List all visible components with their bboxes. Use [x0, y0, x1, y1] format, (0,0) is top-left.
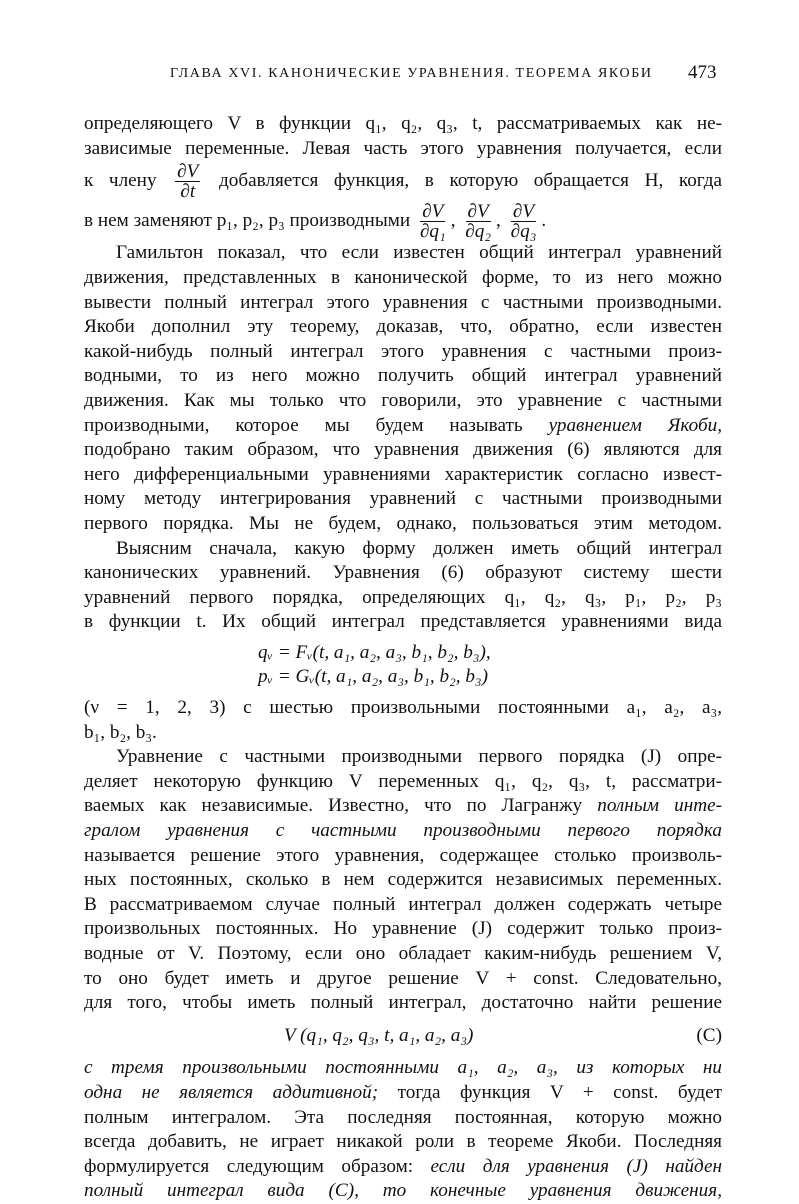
equation-body: V (q₁, q₂, q₃, t, a₁, a₂, a₃) — [284, 1024, 474, 1046]
text-line-italic: гралом уравнения с частными производными первого порядка — [84, 820, 722, 842]
text-line — [84, 1155, 722, 1180]
text-line: водными, то из него можно получить общий интеграл уравнений — [84, 365, 722, 387]
text-line: него дифференциальными уравнениями характеристик согласно извест- — [84, 463, 722, 485]
fraction-dV-dq1 — [418, 202, 448, 241]
text-line: первого порядка. Мы не будем, однако, пользоваться этим методом. — [84, 512, 722, 534]
text-line: всегда добавить, не играет никакой роли в теореме Якоби. Последняя — [84, 1131, 722, 1153]
text-fragment: ваемых как независимые. Известно, что по Лагранжу — [84, 795, 583, 817]
text-fragment: формулируется следующим образом: — [84, 1155, 414, 1177]
comma: , — [496, 210, 501, 232]
comma: , — [450, 210, 456, 232]
equation-q: qᵥ = Fᵥ(t, a₁, a₂, a₃, b₁, b₂, b₃), — [258, 641, 491, 663]
fraction-numerator: ∂V — [512, 201, 535, 223]
page-number: 473 — [688, 62, 717, 83]
fraction-dV-dq2 — [463, 202, 493, 241]
text-line: в функции t. Их общий интеграл представляется уравнениями вида — [84, 611, 722, 633]
fraction-denominator: ∂q₃ — [510, 221, 537, 243]
text-line: называется решение этого уравнения, содержащее столько произволь- — [84, 844, 722, 866]
text-line: подобрано таким образом, что уравнения движения (6) являются для — [84, 439, 722, 461]
text-line: Якоби дополнил эту теорему, доказав, что, обратно, если известен — [84, 316, 722, 338]
fraction-dV-dt — [175, 162, 200, 201]
text-line: Уравнение с частными производными первого порядка (J) опре- — [116, 746, 723, 768]
running-header: ГЛАВА XVI. КАНОНИЧЕСКИЕ УРАВНЕНИЯ. ТЕОРЕМА ЯКОБИ — [170, 66, 653, 81]
fraction-numerator: ∂V — [177, 161, 199, 183]
italic-term: одна не является аддитивной; — [84, 1081, 379, 1103]
text-line: В рассматриваемом случае полный интеграл должен содержать четыре — [84, 893, 722, 915]
fraction-denominator: ∂t — [180, 181, 196, 203]
text-line: Гамильтон показал, что если известен общий интеграл уравнений — [116, 242, 722, 264]
text-fragment: в нем заменяют p₁, p₂, p₃ производными — [84, 210, 411, 232]
equation-tag: (C) — [696, 1024, 722, 1046]
text-line: произвольных постоянных. Но уравнение (J) содержит только произ- — [84, 918, 722, 940]
text-line: ных постоянных, сколько в нем содержится независимых переменных. — [84, 869, 722, 891]
fraction-denominator: ∂q₁ — [419, 221, 446, 243]
italic-term: если для уравнения (J) найден — [430, 1155, 722, 1177]
text-line-italic: полный интеграл вида (C), то конечные уравнения движения, — [84, 1180, 722, 1202]
text-line — [84, 794, 722, 819]
text-line — [84, 1081, 722, 1106]
text-line: водные от V. Поэтому, если оно обладает каким-нибудь решением V, — [84, 943, 722, 964]
text-line: какой-нибудь полный интеграл этого уравнения с частными произ- — [84, 340, 722, 362]
text-fragment: к члену — [84, 170, 157, 192]
text-line: для того, чтобы иметь полный интеграл, достаточно найти решение — [84, 992, 722, 1014]
text-line: деляет некоторую функцию V переменных q₁, q₂, q₃, t, рассматри- — [84, 770, 722, 792]
text-line: определяющего V в функции q₁, q₂, q₃, t, рассматриваемых как не- — [84, 113, 722, 134]
italic-term: уравнением Якоби, — [548, 414, 723, 436]
text-fragment: производными, которое мы будем называть — [84, 414, 523, 436]
text-line — [84, 414, 722, 439]
text-line-with-fraction — [84, 161, 722, 201]
equation-C — [84, 1024, 722, 1049]
fraction-dV-dq3 — [509, 202, 539, 241]
fraction-denominator: ∂q₂ — [465, 221, 492, 243]
text-line: уравнений первого порядка, определяющих q₁, q₂, q₃, p₁, p₂, p₃ — [84, 586, 722, 608]
text-line: полным интегралом. Эта последняя постоянная, которую можно — [84, 1106, 722, 1128]
text-line: канонических уравнений. Уравнения (6) образуют систему шести — [84, 562, 722, 584]
fraction-numerator: ∂V — [467, 201, 489, 223]
text-line-with-fractions — [84, 201, 722, 241]
text-fragment: тогда функция V + const. будет — [397, 1081, 722, 1103]
text-line-italic: с тремя произвольными постоянными a₁, a₂, a₃, из которых ни — [84, 1057, 722, 1079]
text-line: Выясним сначала, какую форму должен иметь общий интеграл — [116, 537, 722, 559]
text-line: b₁, b₂, b₃. — [84, 721, 157, 743]
page-body — [84, 112, 722, 1204]
italic-term: полным инте- — [597, 795, 722, 817]
period: . — [541, 210, 547, 232]
text-line: зависимые переменные. Левая часть этого уравнения получается, если — [84, 137, 722, 159]
fraction-numerator: ∂V — [422, 201, 444, 223]
equation-p: pᵥ = Gᵥ(t, a₁, a₂, a₃, b₁, b₂, b₃) — [258, 666, 488, 688]
text-fragment: добавляется функция, в которую обращается H, когда — [218, 170, 722, 192]
text-line: то оно будет иметь и другое решение V + const. Следовательно, — [84, 967, 722, 989]
text-line: движения, представленных в канонической форме, то из него можно — [84, 266, 722, 288]
text-line: движения. Как мы только что говорили, это уравнение с частными — [84, 389, 722, 411]
text-line: вывести полный интеграл этого уравнения с частными производными. — [84, 291, 722, 313]
text-line: ному методу интегрирования уравнений с частными производными — [84, 488, 722, 510]
text-line: (ν = 1, 2, 3) с шестью произвольными постоянными a₁, a₂, a₃, — [84, 697, 722, 719]
